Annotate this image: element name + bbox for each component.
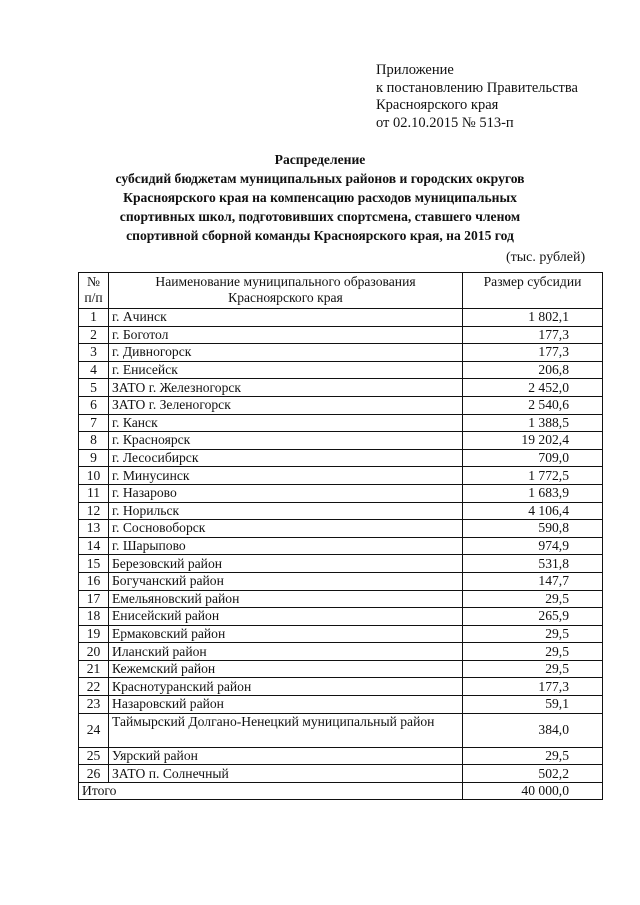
- title-line-2: субсидий бюджетам муниципальных районов и городских округов: [115, 171, 525, 186]
- row-num: 15: [79, 555, 109, 573]
- row-amount: 1 772,5: [463, 467, 603, 485]
- row-name: Богучанский район: [109, 572, 463, 590]
- row-amount: 502,2: [463, 765, 603, 783]
- row-amount: 206,8: [463, 361, 603, 379]
- row-num: 10: [79, 467, 109, 485]
- row-amount: 2 452,0: [463, 379, 603, 397]
- row-name: г. Ачинск: [109, 309, 463, 327]
- row-num: 5: [79, 379, 109, 397]
- row-num: 19: [79, 625, 109, 643]
- table-row: [79, 309, 603, 327]
- table-row: [79, 696, 603, 714]
- row-num: 16: [79, 572, 109, 590]
- row-name: ЗАТО г. Зеленогорск: [109, 396, 463, 414]
- row-amount: 177,3: [463, 326, 603, 344]
- row-name: Березовский район: [109, 555, 463, 573]
- row-num: 25: [79, 747, 109, 765]
- row-name: г. Минусинск: [109, 467, 463, 485]
- row-name: Иланский район: [109, 643, 463, 661]
- table-row: [79, 396, 603, 414]
- table-total-row: [79, 782, 603, 800]
- appendix-line-2: к постановлению Правительства: [376, 79, 578, 96]
- table-row: [79, 537, 603, 555]
- row-name: Уярский район: [109, 747, 463, 765]
- row-amount: 29,5: [463, 625, 603, 643]
- table-row: [79, 432, 603, 450]
- table-row: [79, 379, 603, 397]
- row-name: Енисейский район: [109, 608, 463, 626]
- header-num: № п/п: [79, 273, 109, 309]
- row-name: Кежемский район: [109, 660, 463, 678]
- header-name: Наименование муниципального образования Красноярского края: [109, 273, 463, 309]
- row-amount: 19 202,4: [463, 432, 603, 450]
- row-num: 4: [79, 361, 109, 379]
- row-amount: 1 683,9: [463, 484, 603, 502]
- appendix-header: [376, 62, 578, 132]
- row-num: 26: [79, 765, 109, 783]
- table-row: [79, 449, 603, 467]
- row-amount: 974,9: [463, 537, 603, 555]
- title-line-1: Распределение: [274, 152, 366, 167]
- row-num: 23: [79, 696, 109, 714]
- row-num: 13: [79, 520, 109, 538]
- appendix-line-3: Красноярского края: [376, 97, 499, 114]
- row-name: г. Енисейск: [109, 361, 463, 379]
- row-num: 6: [79, 396, 109, 414]
- row-amount: 1 802,1: [463, 309, 603, 327]
- row-amount: 4 106,4: [463, 502, 603, 520]
- table-row: [79, 555, 603, 573]
- row-amount: 709,0: [463, 449, 603, 467]
- table-row: [79, 344, 603, 362]
- table-row: [79, 326, 603, 344]
- row-name: Таймырский Долгано-Ненецкий муниципальный район: [109, 713, 463, 747]
- subsidy-table: [78, 272, 603, 800]
- table-row: [79, 520, 603, 538]
- table-row: [79, 484, 603, 502]
- row-name: Ермаковский район: [109, 625, 463, 643]
- appendix-line-4: от 02.10.2015 № 513-п: [376, 114, 514, 131]
- row-name: ЗАТО г. Железногорск: [109, 379, 463, 397]
- row-name: г. Норильск: [109, 502, 463, 520]
- row-name: Емельяновский район: [109, 590, 463, 608]
- row-amount: 59,1: [463, 696, 603, 714]
- row-name: г. Дивногорск: [109, 344, 463, 362]
- row-amount: 29,5: [463, 643, 603, 661]
- row-num: 17: [79, 590, 109, 608]
- table-row: [79, 608, 603, 626]
- table-row: [79, 590, 603, 608]
- row-amount: 177,3: [463, 678, 603, 696]
- row-name: г. Сосновоборск: [109, 520, 463, 538]
- row-name: Краснотуранский район: [109, 678, 463, 696]
- row-amount: 2 540,6: [463, 396, 603, 414]
- row-amount: 29,5: [463, 590, 603, 608]
- header-amount: Размер субсидии: [463, 273, 603, 309]
- row-amount: 590,8: [463, 520, 603, 538]
- row-name: ЗАТО п. Солнечный: [109, 765, 463, 783]
- row-amount: 1 388,5: [463, 414, 603, 432]
- units-note: (тыс. рублей): [506, 250, 586, 265]
- table-row: [79, 765, 603, 783]
- row-num: 3: [79, 344, 109, 362]
- table-row: [79, 572, 603, 590]
- row-num: 22: [79, 678, 109, 696]
- row-num: 18: [79, 608, 109, 626]
- row-name: г. Лесосибирск: [109, 449, 463, 467]
- row-num: 21: [79, 660, 109, 678]
- row-name: г. Боготол: [109, 326, 463, 344]
- table-header-row: [79, 273, 603, 309]
- table-row: [79, 467, 603, 485]
- row-amount: 384,0: [463, 713, 603, 747]
- row-num: 7: [79, 414, 109, 432]
- row-amount: 147,7: [463, 572, 603, 590]
- table-row: [79, 625, 603, 643]
- row-num: 14: [79, 537, 109, 555]
- row-num: 1: [79, 309, 109, 327]
- appendix-line-1: Приложение: [376, 62, 454, 78]
- row-amount: 177,3: [463, 344, 603, 362]
- table-row: [79, 502, 603, 520]
- row-name: г. Канск: [109, 414, 463, 432]
- table-row: [79, 414, 603, 432]
- row-name: г. Красноярск: [109, 432, 463, 450]
- table-row: [79, 747, 603, 765]
- table-row: [79, 660, 603, 678]
- row-name: г. Назарово: [109, 484, 463, 502]
- row-name: Назаровский район: [109, 696, 463, 714]
- row-num: 2: [79, 326, 109, 344]
- table-row: [79, 713, 603, 747]
- row-num: 24: [79, 713, 109, 747]
- table-row: [79, 643, 603, 661]
- table-row: [79, 678, 603, 696]
- row-amount: 531,8: [463, 555, 603, 573]
- row-num: 12: [79, 502, 109, 520]
- title-line-4: спортивных школ, подготовивших спортсмена, ставшего членом: [119, 209, 521, 224]
- document-title: [60, 150, 580, 245]
- row-amount: 29,5: [463, 747, 603, 765]
- row-num: 11: [79, 484, 109, 502]
- title-line-5: спортивной сборной команды Красноярского края, на 2015 год: [126, 228, 514, 243]
- row-name: г. Шарыпово: [109, 537, 463, 555]
- row-num: 8: [79, 432, 109, 450]
- total-amount: 40 000,0: [463, 782, 603, 800]
- table-row: [79, 361, 603, 379]
- row-amount: 29,5: [463, 660, 603, 678]
- total-label: Итого: [79, 782, 463, 800]
- row-num: 20: [79, 643, 109, 661]
- row-amount: 265,9: [463, 608, 603, 626]
- row-num: 9: [79, 449, 109, 467]
- title-line-3: Красноярского края на компенсацию расходов муниципальных: [123, 190, 517, 205]
